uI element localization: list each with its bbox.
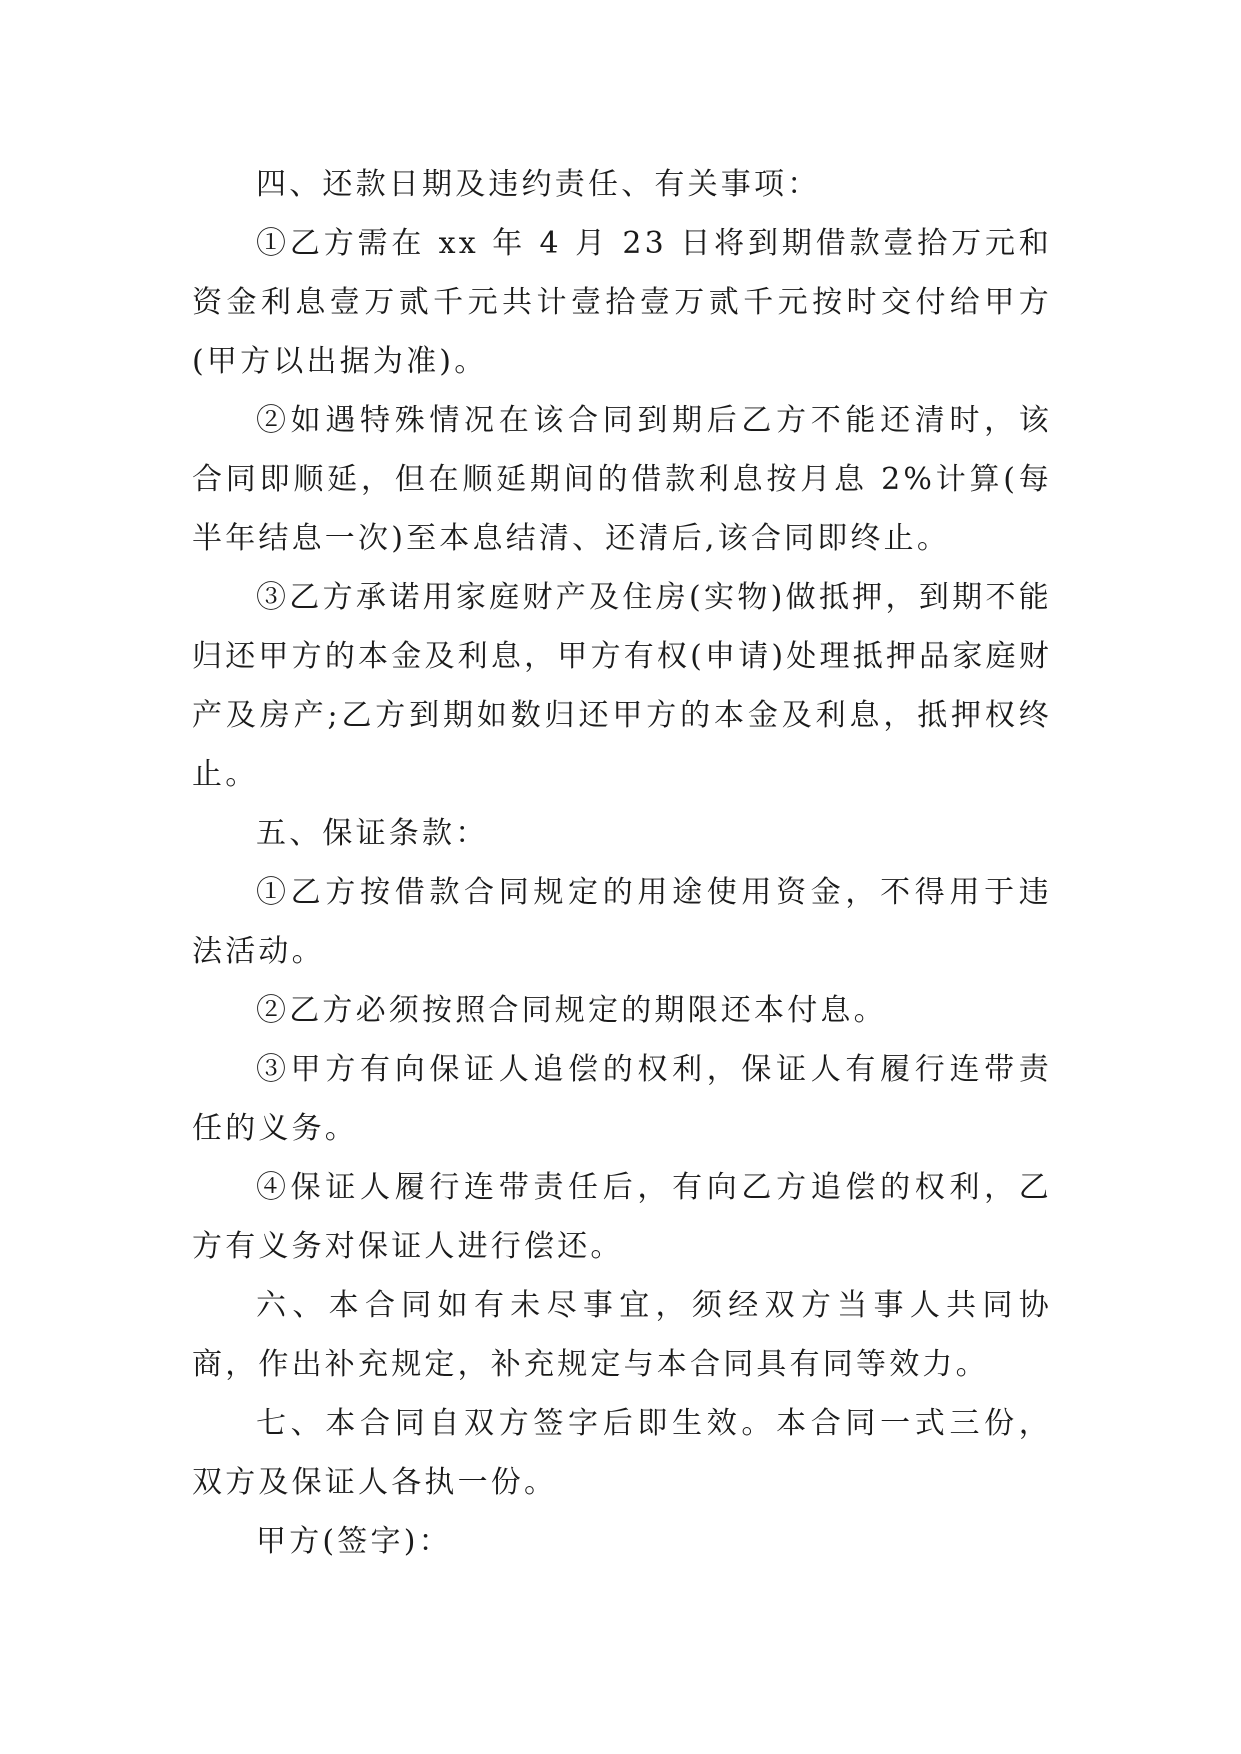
document-body <box>192 155 1052 1571</box>
section-four-item-3: ③乙方承诺用家庭财产及住房(实物)做抵押，到期不能归还甲方的本金及利息，甲方有权(申请)处理抵押品家庭财产及房产;乙方到期如数归还甲方的本金及利息，抵押权终止。 <box>192 580 1052 792</box>
section-four-item-1: ①乙方需在 xx 年 4 月 23 日将到期借款壹拾万元和资金利息壹万贰千元共计壹拾壹万贰千元按时交付给甲方(甲方以出据为准)。 <box>192 226 1052 379</box>
section-five-item-4: ④保证人履行连带责任后，有向乙方追偿的权利，乙方有义务对保证人进行偿还。 <box>192 1170 1052 1264</box>
section-four-heading: 四、还款日期及违约责任、有关事项： <box>256 167 821 202</box>
section-four-item-2: ②如遇特殊情况在该合同到期后乙方不能还清时，该合同即顺延，但在顺延期间的借款利息按月息 2%计算(每半年结息一次)至本息结清、还清后,该合同即终止。 <box>192 403 1052 556</box>
section-six: 六、本合同如有未尽事宜，须经双方当事人共同协商，作出补充规定，补充规定与本合同具有同等效力。 <box>192 1288 1052 1382</box>
party-a-signature-label: 甲方(签字)： <box>256 1524 452 1559</box>
section-five-heading: 五、保证条款： <box>256 816 489 851</box>
section-five-item-2: ②乙方必须按照合同规定的期限还本付息。 <box>256 993 887 1028</box>
section-five-item-3: ③甲方有向保证人追偿的权利，保证人有履行连带责任的义务。 <box>192 1052 1052 1146</box>
section-five-item-1: ①乙方按借款合同规定的用途使用资金，不得用于违法活动。 <box>192 875 1052 969</box>
section-seven: 七、本合同自双方签字后即生效。本合同一式三份，双方及保证人各执一份。 <box>192 1406 1052 1500</box>
